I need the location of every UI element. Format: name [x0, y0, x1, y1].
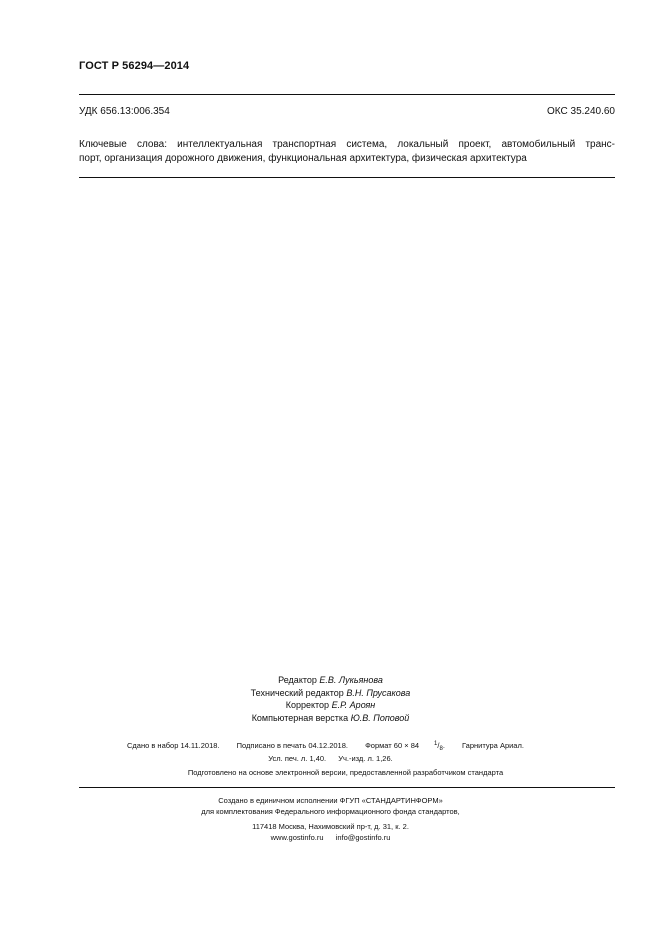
credits-block [0, 674, 661, 724]
footer-contacts [0, 832, 661, 843]
layout-name: Ю.В. Поповой [350, 712, 410, 723]
udk-code: УДК 656.13:006.354 [79, 106, 170, 117]
footer-block [0, 795, 661, 843]
paper-format: Формат 60 × 84 $^1/_8$. [365, 741, 445, 752]
keywords-paragraph [79, 138, 615, 165]
layout-role: Компьютерная верстка [251, 712, 349, 723]
tech-editor-name: В.Н. Прусакова [346, 687, 411, 698]
print-sheets: Усл. печ. л. 1,40. [268, 754, 327, 763]
format-denominator: 8 [439, 746, 443, 752]
keywords-divider [79, 177, 615, 178]
footer-divider [79, 787, 615, 788]
corrector-credit [0, 699, 661, 712]
oks-code: ОКС 35.240.60 [547, 106, 615, 117]
typeface: Гарнитура Ариал. [462, 741, 524, 750]
footer-line-1: Создано в единичном исполнении ФГУП «СТАНДАРТИНФОРМ» [218, 796, 443, 805]
footer-address: 117418 Москва, Нахимовский пр-т, д. 31, к. 2. [252, 822, 409, 831]
website-link[interactable]: www.gostinfo.ru [270, 833, 324, 842]
footer-line-2: для комплектования Федерального информационного фонда стандартов, [201, 807, 460, 816]
format-numerator: 1 [434, 741, 438, 747]
corrector-name: Е.Р. Ароян [331, 700, 376, 710]
format-suffix: . [442, 741, 445, 750]
editor-credit [0, 674, 661, 687]
publisher-sheets: Уч.-изд. л. 1,26. [338, 754, 393, 763]
tech-editor-role: Технический редактор [250, 687, 344, 698]
editor-role: Редактор [278, 675, 317, 685]
document-number: ГОСТ Р 56294—2014 [79, 60, 190, 72]
format-prefix: Формат 60 × 84 [365, 741, 420, 750]
signed-date: Подписано в печать 04.12.2018. [236, 741, 348, 750]
header-divider [79, 94, 615, 95]
submitted-date: Сдано в набор 14.11.2018. [127, 741, 220, 750]
sheet-counts [0, 754, 661, 763]
layout-credit [0, 712, 661, 725]
tech-editor-credit [0, 687, 661, 700]
email-link[interactable]: info@gostinfo.ru [335, 833, 391, 842]
publication-details [127, 741, 524, 752]
editor-name: Е.В. Лукьянова [319, 675, 383, 685]
corrector-role: Корректор [285, 700, 330, 710]
keywords-line-1: Ключевые слова: интеллектуальная транспортная система, локальный проект, автомобильный транс- [79, 139, 615, 150]
keywords-line-2: порт, организация дорожного движения, функциональная архитектура, физическая архитектура [79, 152, 527, 164]
prepared-note: Подготовлено на основе электронной версии, предоставленной разработчиком стандарта [187, 768, 504, 777]
